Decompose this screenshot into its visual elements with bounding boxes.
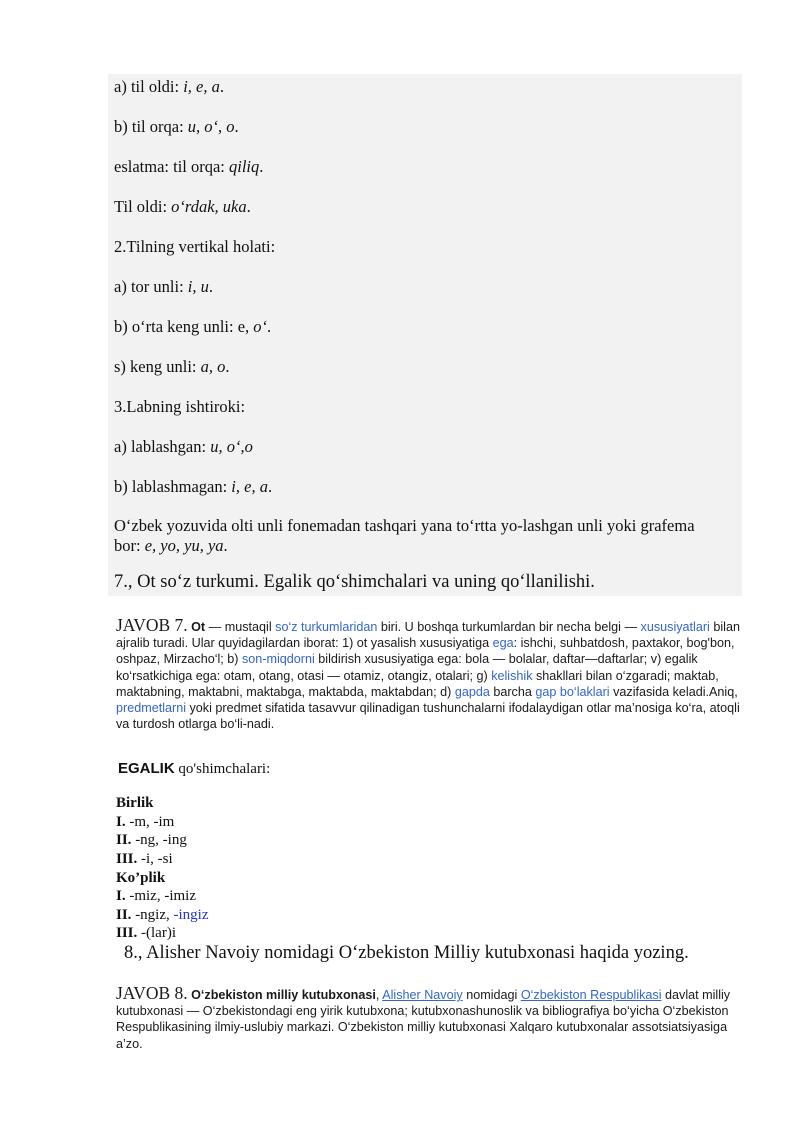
link-gapda[interactable]: gapda bbox=[454, 684, 490, 699]
line-til-orqa: b) til orqa: u, o‘, o. bbox=[114, 117, 239, 136]
line-keng-unli: s) keng unli: a, o. bbox=[114, 357, 230, 376]
line-orta-keng-unli: b) o‘rta keng unli: e, o‘. bbox=[114, 317, 272, 336]
koplik-heading: Ko’plik bbox=[116, 870, 166, 886]
line-lablashgan: a) lablashgan: u, o‘,o bbox=[114, 437, 253, 456]
birlik-3: III. -i, -si bbox=[116, 851, 173, 867]
birlik-2: II. -ng, -ing bbox=[116, 832, 187, 848]
line-grafema: O‘zbek yozuvida olti unli fonemadan tashqari yana to‘rtta yo-lashgan unli yoki grafema bor: e, yo, yu, ya. bbox=[114, 516, 695, 555]
answer-8-label: JAVOB 8. bbox=[116, 983, 188, 1003]
link-soz-turkumlaridan[interactable]: so‘z turkumlaridan bbox=[275, 620, 378, 634]
question-7-heading: 7., Ot so‘z turkumi. Egalik qo‘shimchalari va uning qo‘llanilishi. bbox=[114, 572, 595, 592]
birlik-heading: Birlik bbox=[116, 795, 154, 811]
koplik-3: III. -(lar)i bbox=[116, 925, 176, 941]
koplik-2: II. -ngiz, -ingiz bbox=[116, 907, 209, 923]
link-ozbekiston-respublikasi[interactable]: O‘zbekiston Respublikasi bbox=[520, 988, 662, 1002]
answer-8-paragraph: JAVOB 8. O‘zbekiston milliy kutubxonasi, Alisher Navoiy nomidagi O‘zbekiston Respublikasi davlat milliy kutubxonasi — O‘zbekistondagi eng yirik kutubxona; kutubxonashunoslik va bibliografiya bo‘yicha O‘zbekiston Respublikasining ilmiy-uslubiy markazi. O‘zbekiston milliy kutubxonasi Xalqaro kutubxonalar assotsiatsiyasiga a’zo. bbox=[116, 983, 731, 1051]
birlik-1: I. -m, -im bbox=[116, 814, 175, 830]
line-eslatma: eslatma: til orqa: qiliq. bbox=[114, 157, 264, 176]
link-ega[interactable]: ega bbox=[492, 636, 514, 651]
link-kelishik[interactable]: kelishik bbox=[491, 668, 533, 683]
line-tor-unli: a) tor unli: i, u. bbox=[114, 277, 213, 296]
question-8-heading: 8., Alisher Navoiy nomidagi O‘zbekiston Milliy kutubxonasi haqida yozing. bbox=[124, 943, 689, 963]
answer-7-paragraph: JAVOB 7. Ot — mustaqil so‘z turkumlaridan biri. U boshqa turkumlardan bir necha belgi — xususiyatlari bilan ajralib turadi. Ular quyidagilardan iborat: 1) ot yasalish xususiyatiga ega: ishchi, suhbatdosh, paxtakor, bog'bon, oshpaz, Mirzacho‘l; b) son-miqdorni bildirish xususiyatiga ega: bola — bolalar, daftar—daftarlar; v) egalik ko‘rsatkichiga ega: otam, otang, otasi — otamiz, otangiz, otalari; g) kelishik shakllari bilan o‘zgaradi; maktab, maktabning, maktabni, maktabga, maktabda, maktabdan; d) gapda barcha gap bo‘laklari vazifasida keladi.Aniq, predmetlarni yoki predmet sifatida tasavvur qilinadigan tushunchalarni ifodalaydigan otlar ma’nosiga ko‘ra, atoqli va turdosh otlarga bo‘li-nadi. bbox=[116, 615, 740, 732]
answer-8-term: O‘zbekiston milliy kutubxonasi bbox=[191, 988, 376, 1002]
line-lablashmagan: b) lablashmagan: i, e, a. bbox=[114, 477, 273, 496]
line-til-oldi: a) til oldi: i, e, a. bbox=[114, 77, 224, 96]
link-son-miqdorni[interactable]: son-miqdorni bbox=[242, 652, 315, 667]
egalik-heading: EGALIK qo'shimchalari: bbox=[118, 760, 271, 777]
line-vertikal-heading: 2.Tilning vertikal holati: bbox=[114, 237, 276, 256]
line-labning-heading: 3.Labning ishtiroki: bbox=[114, 397, 246, 416]
answer-7-term: Ot bbox=[191, 620, 206, 634]
answer-7-label: JAVOB 7. bbox=[116, 615, 188, 635]
link-alisher-navoiy[interactable]: Alisher Navoiy bbox=[382, 988, 463, 1002]
link-xususiyatlari[interactable]: xususiyatlari bbox=[640, 620, 710, 634]
link-predmetlarni[interactable]: predmetlarni bbox=[116, 701, 186, 716]
link-gap-bolaklari[interactable]: gap bo‘laklari bbox=[535, 684, 610, 699]
koplik-1: I. -miz, -imiz bbox=[116, 888, 196, 904]
line-til-oldi-example: Til oldi: o‘rdak, uka. bbox=[114, 197, 251, 216]
